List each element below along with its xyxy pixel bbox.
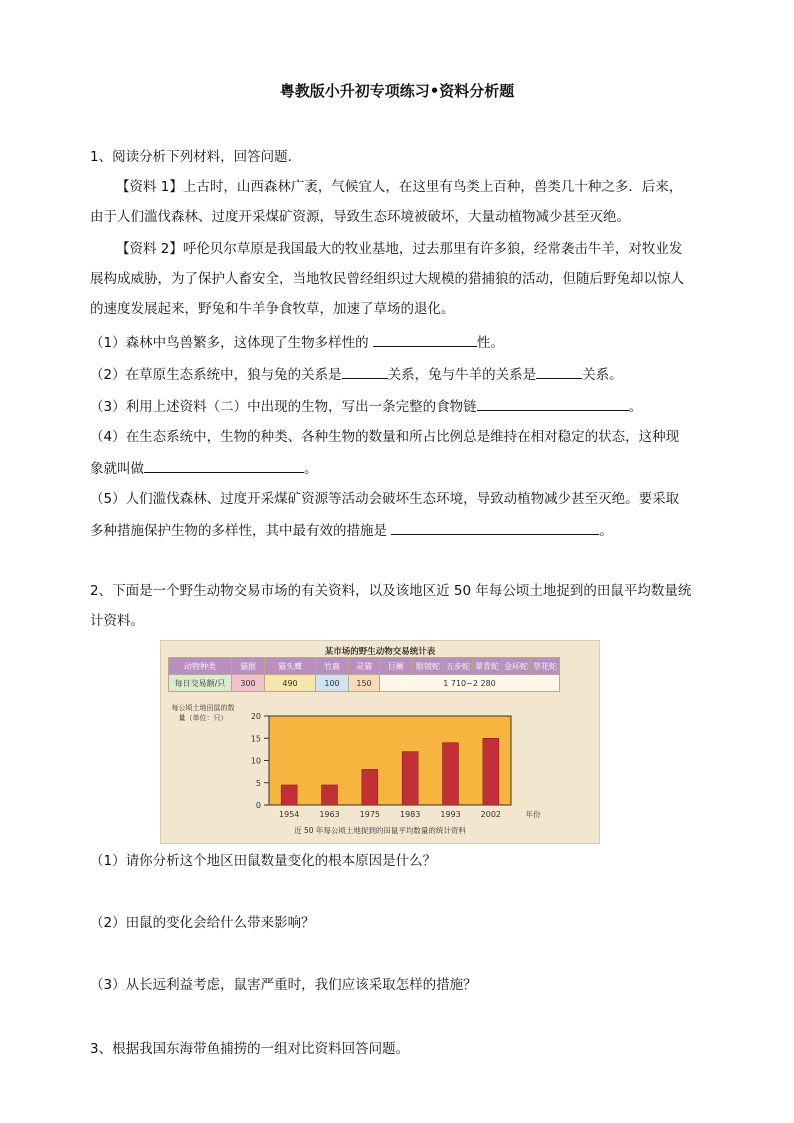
q1-material2-line1: 【资料 2】呼伦贝尔草原是我国最大的牧业基地，过去那里有许多狼，经常袭击牛羊，对牧业发 bbox=[116, 241, 683, 257]
answer-blank[interactable] bbox=[342, 364, 388, 379]
table-cell: 翠青蛇 bbox=[473, 658, 502, 675]
table-row-label: 每日交易额/只 bbox=[169, 675, 232, 692]
q2-sub1: （1）请你分析这个地区田鼠数量变化的根本原因是什么？ bbox=[90, 853, 437, 869]
table-title: 某市场的野生动物交易统计表 bbox=[324, 647, 436, 657]
chart-caption: 近 50 年每公顷土地捉到的田鼠平均数量的统计资料 bbox=[294, 826, 466, 835]
table-cell: 490 bbox=[265, 675, 316, 692]
plot-panel bbox=[269, 716, 511, 805]
table-cell: 1 710~2 280 bbox=[380, 675, 560, 692]
bar bbox=[362, 769, 378, 805]
answer-blank[interactable] bbox=[536, 364, 582, 379]
x-tick-label: 1954 bbox=[278, 810, 300, 819]
table-cell: 草花蛇 bbox=[531, 658, 560, 675]
q2-intro-line2: 计资料。 bbox=[90, 613, 144, 629]
q1-sub2: （2）在草原生态系统中，狼与兔的关系是 关系，兔与牛羊的关系是 关系。 bbox=[90, 364, 623, 384]
table-row-label: 动物种类 bbox=[169, 658, 232, 675]
q3-intro: 3、根据我国东海带鱼捕捞的一组对比资料回答问题。 bbox=[90, 1041, 410, 1057]
q1-sub3: （3）利用上述资料（二）中出现的生物，写出一条完整的食物链 。 bbox=[90, 396, 642, 416]
table-cell: 150 bbox=[349, 675, 380, 692]
table-cell: 猫猴 bbox=[232, 658, 265, 675]
bar bbox=[443, 743, 459, 805]
table-cell: 五步蛇 bbox=[444, 658, 473, 675]
table-cell: 巨蜥 bbox=[380, 658, 413, 675]
bar bbox=[281, 785, 297, 805]
q1-sub4-line2: 象就叫做 。 bbox=[90, 458, 318, 478]
bar bbox=[322, 785, 338, 805]
x-tick-label: 1993 bbox=[440, 810, 461, 819]
q1-material1-line2: 由于人们滥伐森林、过度开采煤矿资源，导致生态环境被破坏，大量动植物减少甚至灭绝。 bbox=[90, 209, 630, 225]
table-cell: 竹鹿 bbox=[316, 658, 349, 675]
bar bbox=[483, 738, 499, 805]
q2-sub2: （2）田鼠的变化会给什么带来影响？ bbox=[90, 915, 315, 931]
q1-material2-line3: 的速度发展起来，野兔和牛羊争食牧草，加速了草场的退化。 bbox=[90, 301, 455, 317]
table-cell: 100 bbox=[316, 675, 349, 692]
answer-blank[interactable] bbox=[477, 396, 629, 411]
q1-sub5-line1: （5）人们滥伐森林、过度开采煤矿资源等活动会破坏生态环境，导致动植物减少甚至灭绝。要采取 bbox=[90, 491, 680, 507]
q1-material1-line1: 【资料 1】上古时，山西森林广袤，气候宜人，在这里有鸟类上百种，兽类几十种之多．后来， bbox=[116, 179, 683, 195]
q1-sub1: （1）森林中鸟兽繁多，这体现了生物多样性的 性。 bbox=[90, 332, 504, 352]
y-tick-label: 15 bbox=[250, 734, 261, 744]
q1-intro: 1、阅读分析下列材料，回答问题． bbox=[90, 149, 302, 165]
q2-intro-line1: 2、下面是一个野生动物交易市场的有关资料，以及该地区近 50 年每公顷土地捉到的田鼠平均数量统 bbox=[90, 583, 692, 599]
x-axis-unit: 年份 bbox=[525, 810, 541, 819]
bar-chart bbox=[161, 641, 599, 843]
figure-image bbox=[160, 640, 600, 844]
bar bbox=[402, 752, 418, 805]
page-title: 粤教版小升初专项练习•资料分析题 bbox=[279, 82, 515, 100]
table-cell: 灵猫 bbox=[349, 658, 380, 675]
table-cell: 猫头鹰 bbox=[265, 658, 316, 675]
q1-material2-line2: 展构成威胁，为了保护人畜安全，当地牧民曾经组织过大规模的猎捕狼的活动，但随后野兔却以惊人 bbox=[90, 271, 684, 287]
q1-sub4-line1: （4）在生态系统中，生物的种类、各种生物的数量和所占比例总是维持在相对稳定的状态，这种现 bbox=[90, 429, 680, 445]
x-tick-label: 1963 bbox=[319, 810, 340, 819]
q2-sub3: （3）从长远利益考虑，鼠害严重时，我们应该采取怎样的措施？ bbox=[90, 977, 477, 993]
x-tick-label: 1975 bbox=[359, 810, 381, 819]
q1-sub5-line2: 多种措施保护生物的多样性，其中最有效的措施是 。 bbox=[90, 520, 613, 540]
answer-blank[interactable] bbox=[391, 520, 599, 535]
y-axis-caption: 每公顷土地田鼠的数量（单位：只） bbox=[171, 704, 235, 722]
y-tick-label: 10 bbox=[250, 756, 261, 766]
y-tick-label: 20 bbox=[250, 712, 261, 721]
y-tick-label: 0 bbox=[255, 801, 261, 810]
answer-blank[interactable] bbox=[144, 458, 304, 473]
answer-blank[interactable] bbox=[373, 332, 477, 347]
table-cell: 金环蛇 bbox=[502, 658, 531, 675]
x-tick-label: 1983 bbox=[399, 810, 421, 819]
table-cell: 眼镜蛇 bbox=[413, 658, 444, 675]
table-cell: 300 bbox=[232, 675, 265, 692]
y-tick-label: 5 bbox=[255, 778, 261, 788]
x-tick-label: 2002 bbox=[480, 810, 502, 819]
